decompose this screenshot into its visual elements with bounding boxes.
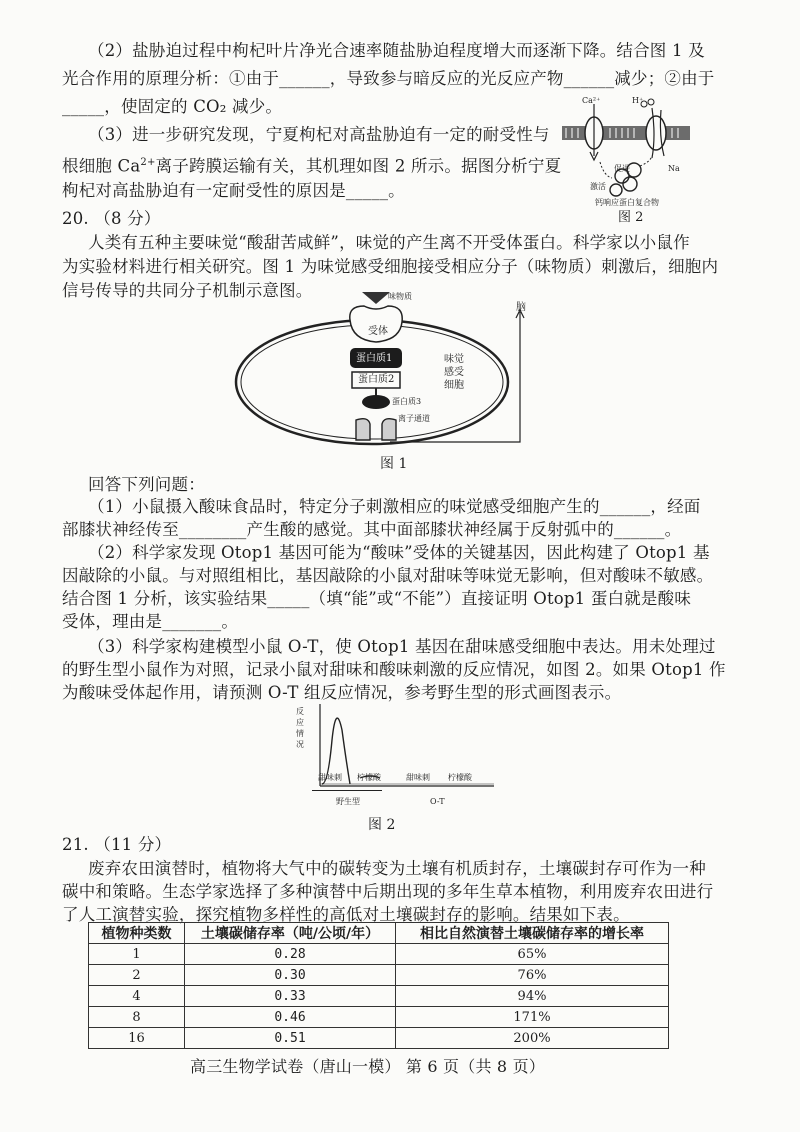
table-cell: 8 <box>89 1007 185 1028</box>
fig1-protein3-label: 蛋白质3 <box>392 397 422 406</box>
q20-part1-line1: （1）小鼠摄入酸味食品时，特定分子刺激相应的味觉感受细胞产生的______，经面 <box>88 497 701 516</box>
q20-heading: 20. （8 分） <box>62 209 161 228</box>
q19-ca-charge: 2+ <box>140 157 156 168</box>
table-header-growth-rate: 相比自然演替土壤碳储存率的增长率 <box>396 923 669 944</box>
chart-group-1: 野生型 <box>336 797 360 806</box>
table-cell: 171% <box>396 1007 669 1028</box>
q20-part2-line1: （2）科学家发现 Otop1 基因可能为“酸味”受体的关键基因，因此构建了 Otop1 基 <box>88 543 710 562</box>
q20-part1-line2: 部膝状神经传至________产生酸的感觉。其中面部膝状神经属于反射弧中的______。 <box>62 520 682 539</box>
q21-intro-line3: 了人工演替实验，探究植物多样性的高低对土壤碳封存的影响。结果如下表。 <box>62 905 630 924</box>
table-cell: 16 <box>89 1028 185 1049</box>
q20-part3-line1: （3）科学家构建模型小鼠 O-T，使 Otop1 基因在甜味感受细胞中表达。用未处理过 <box>88 637 716 656</box>
q20-part2-line4: 受体，理由是_______。 <box>62 612 239 631</box>
table-cell: 94% <box>396 986 669 1007</box>
q19-part2-line3: _____，使固定的 CO₂ 减少。 <box>62 97 283 116</box>
fig1-cell-label-1: 味觉 <box>444 354 464 365</box>
fig1-protein2-label: 蛋白质2 <box>358 374 395 385</box>
q21-intro-line1: 废弃农田演替时，植物将大气中的碳转变为土壤有机质封存，土壤碳封存可作为一种 <box>88 859 706 878</box>
chart-cat-3: 甜味刺 <box>406 773 430 782</box>
table-cell: 2 <box>89 965 185 986</box>
table-cell: 0.30 <box>185 965 396 986</box>
table-header-species: 植物种类数 <box>89 923 185 944</box>
fig1-tastant-label: 味物质 <box>388 292 412 301</box>
q20-answer-prompt: 回答下列问题： <box>88 475 205 494</box>
q21-intro-line2: 碳中和策略。生态学家选择了多种演替中后期出现的多年生草本植物，利用废弃农田进行 <box>62 882 714 901</box>
q21-heading: 21. （11 分） <box>62 835 172 854</box>
chart-ylabel-2: 应 <box>296 718 304 727</box>
fig1-cell-label-2: 感受 <box>444 367 464 378</box>
q19-part3-line3: 枸杞对高盐胁迫有一定耐受性的原因是_____。 <box>62 181 405 200</box>
fig1-protein1-label: 蛋白质1 <box>356 353 393 364</box>
q20-intro-line3: 信号传导的共同分子机制示意图。 <box>62 281 313 300</box>
membrane-bilayer <box>562 126 690 140</box>
table-cell: 200% <box>396 1028 669 1049</box>
fig1-receptor-label: 受体 <box>368 326 388 337</box>
q19-fig2-ca-label: Ca²⁺ <box>582 96 601 105</box>
table-cell: 65% <box>396 944 669 965</box>
q19-part3-line2-b: 离子跨膜运输有关，其机理如图 2 所示。据图分析宁夏 <box>155 156 562 176</box>
q19-part2-line1: （2）盐胁迫过程中枸杞叶片净光合速率随盐胁迫程度增大而逐渐下降。结合图 1 及 <box>88 41 705 60</box>
chart-cat-2: 柠檬酸 <box>357 773 381 782</box>
table-cell: 0.46 <box>185 1007 396 1028</box>
table-cell: 0.28 <box>185 944 396 965</box>
table-header-storage-rate: 土壤碳储存率（吨/公顷/年） <box>185 923 396 944</box>
q20-part2-line2: 因敲除的小鼠。与对照组相比，基因敲除的小鼠对甜味等味觉无影响，但对酸味不敏感。 <box>62 566 714 585</box>
q20-part3-line3: 为酸味受体起作用，请预测 O-T 组反应情况，参考野生型的形式画图表示。 <box>62 683 622 702</box>
chart-group-underline <box>312 790 382 791</box>
tastant-triangle <box>362 292 390 304</box>
fig1-brain-label: 脑 <box>516 302 526 313</box>
table-cell: 4 <box>89 986 185 1007</box>
q20-intro-line1: 人类有五种主要味觉“酸甜苦咸鲜”，味觉的产生离不开受体蛋白。科学家以小鼠作 <box>88 233 690 252</box>
table-row <box>89 1028 669 1049</box>
chart-ylabel-4: 况 <box>296 740 304 749</box>
q20-figure1 <box>230 292 550 452</box>
table-header-row <box>89 923 669 944</box>
q20-part3-line2: 的野生型小鼠作为对照，记录小鼠对甜味和酸味刺激的反应情况，如图 2。如果 Otop1 作 <box>62 660 726 679</box>
table-row <box>89 965 669 986</box>
chart-ylabel-1: 反 <box>296 707 304 716</box>
h-transporter <box>646 116 666 150</box>
table-cell: 0.33 <box>185 986 396 1007</box>
table-cell: 76% <box>396 965 669 986</box>
q19-fig2-na: Na <box>668 164 680 173</box>
table-row <box>89 944 669 965</box>
ion-channel-right <box>382 419 396 440</box>
table-row <box>89 1007 669 1028</box>
fig1-caption: 图 1 <box>380 456 408 472</box>
q19-fig2-caption: 图 2 <box>618 210 644 225</box>
q20-intro-line2: 为实验材料进行相关研究。图 1 为味觉感受细胞接受相应分子（味物质）刺激后，细胞内 <box>62 257 719 276</box>
carbon-storage-table <box>88 922 669 1049</box>
q19-fig2-promote: 促进 <box>614 164 630 173</box>
chart-cat-4: 柠檬酸 <box>448 773 472 782</box>
table-row <box>89 986 669 1007</box>
q20-part2-line3: 结合图 1 分析，该实验结果_____（填“能”或“不能”）直接证明 Otop1 蛋白就是酸味 <box>62 589 692 608</box>
q19-part3-line2 <box>62 152 561 178</box>
chart-ylabel-3: 情 <box>296 729 304 738</box>
q20-figure2-chart <box>310 700 500 800</box>
q19-part3-line2-a: 根细胞 Ca <box>62 156 141 176</box>
q19-fig2-h-label: H⁺ <box>632 96 644 105</box>
fig1-cell-label-3: 细胞 <box>444 380 464 391</box>
q19-fig2-activate: 激活 <box>590 182 606 191</box>
ion-channel-left <box>356 419 370 440</box>
q19-part3-line1: （3）进一步研究发现，宁夏枸杞对高盐胁迫有一定的耐受性与 <box>88 125 550 144</box>
table-cell: 1 <box>89 944 185 965</box>
chart-group-2: O-T <box>430 797 445 806</box>
q20-fig2-caption: 图 2 <box>368 817 396 833</box>
fig1-channel-label: 离子通道 <box>398 414 430 423</box>
q19-part2-line2: 光合作用的原理分析：①由于______，导致参与暗反应的光反应产物______减少；②由于 <box>62 69 715 88</box>
q19-fig2-complex: 钙响应蛋白复合物 <box>595 198 659 207</box>
chart-cat-1: 甜味刺 <box>318 773 342 782</box>
page-footer: 高三生物学试卷（唐山一模） 第 6 页（共 8 页） <box>190 1057 545 1076</box>
protein3-shape <box>362 395 390 409</box>
table-cell: 0.51 <box>185 1028 396 1049</box>
